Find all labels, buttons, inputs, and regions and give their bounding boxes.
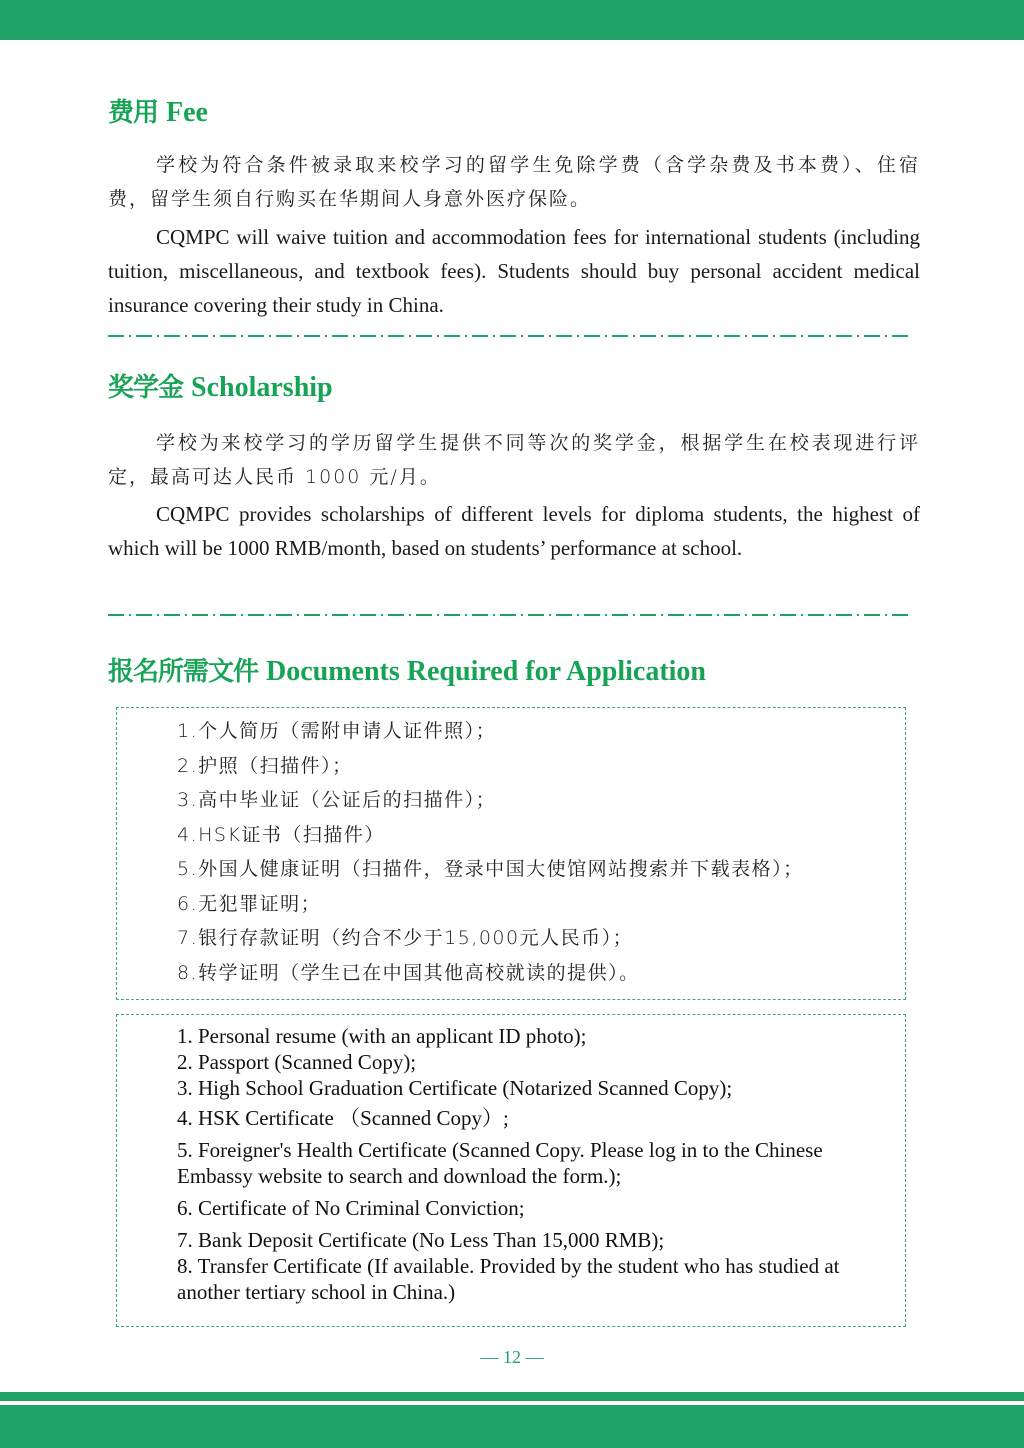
- documents-list-zh: [177, 714, 804, 990]
- scholarship-heading-zh: 奖学金: [108, 373, 184, 403]
- documents-list-en: [177, 1023, 877, 1305]
- list-item: 2.护照（扫描件）；: [177, 754, 353, 777]
- footer-stripe: [0, 1392, 1024, 1401]
- scholarship-paragraph-en: CQMPC provides scholarships of different levels for diploma students, the highest of which will be 1000 RMB/month, based on students’ performance at school.: [108, 502, 920, 560]
- section-divider: [108, 614, 912, 616]
- fee-heading-en: Fee: [166, 97, 208, 128]
- documents-box-zh: [116, 707, 906, 1000]
- list-item: 3.高中毕业证（公证后的扫描件）；: [177, 789, 497, 811]
- fee-heading-zh: 费用: [108, 98, 159, 128]
- documents-heading: [108, 655, 706, 689]
- fee-paragraph-zh: 学校为符合条件被录取来校学习的留学生免除学费（含学杂费及书本费）、住宿费，留学生须自行购买在华期间人身意外医疗保险。: [108, 154, 920, 210]
- documents-heading-zh: 报名所需文件: [108, 657, 259, 687]
- list-item: 2. Passport (Scanned Copy);: [177, 1050, 417, 1074]
- header-band: [0, 0, 1024, 40]
- scholarship-paragraph-zh: 学校为来校学习的学历留学生提供不同等次的奖学金，根据学生在校表现进行评定，最高可达人民币 1000 元/月。: [108, 432, 920, 488]
- list-item: 8. Transfer Certificate (If available. Provided by the student who has studied at another tertiary school in China.): [177, 1254, 840, 1304]
- list-item: 7. Bank Deposit Certificate (No Less Than 15,000 RMB);: [177, 1228, 665, 1252]
- fee-paragraph-en: CQMPC will waive tuition and accommodation fees for international students (including tuition, miscellaneous, and textbook fees). Students should buy personal accident medical insurance covering their study in China.: [108, 225, 920, 317]
- list-item: 6.无犯罪证明；: [177, 892, 322, 915]
- list-item: 4.HSK证书（扫描件）: [177, 823, 385, 846]
- list-item: 4. HSK Certificate （Scanned Copy）;: [177, 1106, 509, 1130]
- documents-heading-en: Documents Required for Application: [266, 656, 707, 687]
- list-item: 3. High School Graduation Certificate (Notarized Scanned Copy);: [177, 1076, 733, 1100]
- list-item: 6. Certificate of No Criminal Conviction;: [177, 1196, 525, 1220]
- scholarship-heading-en: Scholarship: [191, 372, 333, 403]
- scholarship-heading: [108, 371, 333, 405]
- list-item: 5.外国人健康证明（扫描件，登录中国大使馆网站搜索并下载表格）；: [177, 858, 804, 880]
- list-item: 1. Personal resume (with an applicant ID photo);: [177, 1024, 587, 1048]
- documents-box-en: [116, 1014, 906, 1327]
- list-item: 5. Foreigner's Health Certificate (Scanned Copy. Please log in to the Chinese Embassy website to search and download the form.);: [177, 1138, 823, 1188]
- page-number: — 12 —: [480, 1347, 544, 1367]
- list-item: 8.转学证明（学生已在中国其他高校就读的提供）。: [177, 961, 640, 984]
- section-divider: [108, 335, 912, 337]
- list-item: 7.银行存款证明（约合不少于15,000元人民币）；: [177, 927, 634, 949]
- fee-heading: [108, 96, 208, 130]
- footer-band: [0, 1405, 1024, 1448]
- list-item: 1.个人简历（需附申请人证件照）；: [177, 720, 497, 742]
